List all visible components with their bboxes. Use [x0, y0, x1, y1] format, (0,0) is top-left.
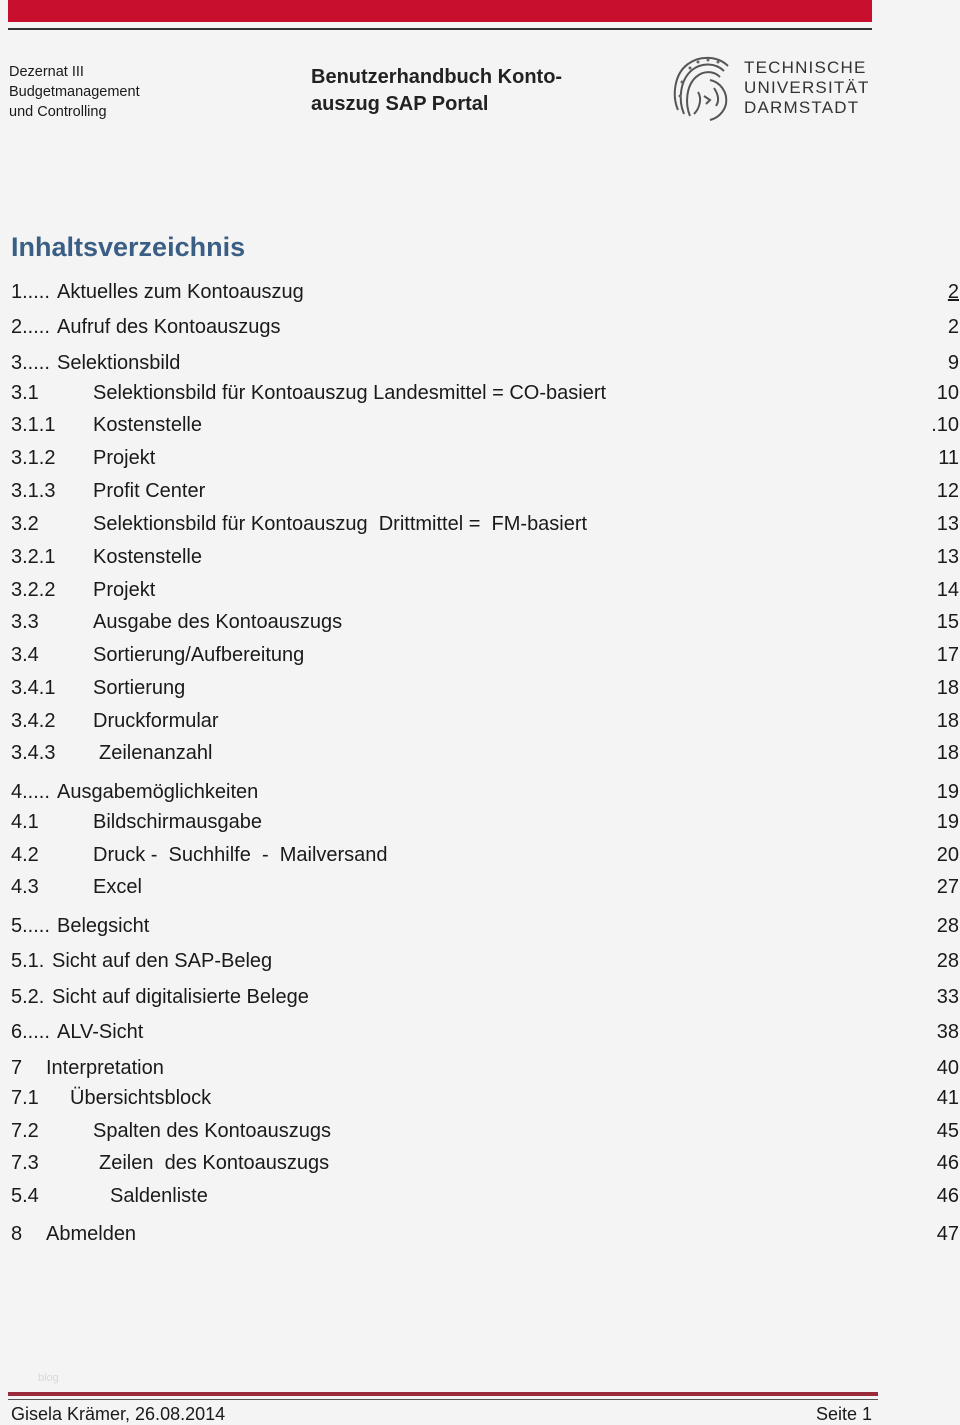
toc-entry-page: 38 — [936, 1021, 959, 1043]
toc-entry[interactable] — [11, 314, 959, 340]
toc-entry-number: 2..... — [11, 316, 50, 338]
toc-entry-title: Projekt — [93, 579, 156, 601]
footer-divider — [8, 1399, 878, 1400]
department-block — [9, 62, 140, 122]
toc-entry-page: 11 — [938, 447, 959, 469]
toc-entry-page: 10 — [936, 382, 959, 404]
toc-entry-number: 8 — [11, 1223, 23, 1245]
document-title-line-2: auszug SAP Portal — [311, 93, 489, 115]
footer-page-number: Seite 1 — [816, 1404, 873, 1424]
toc-entry-number: 4.1 — [11, 811, 39, 833]
toc-entry[interactable] — [11, 350, 959, 376]
toc-entry[interactable] — [11, 445, 959, 471]
logo-line-3: DARMSTADT — [744, 98, 860, 117]
toc-entry[interactable] — [11, 708, 959, 734]
university-logo — [670, 52, 870, 124]
toc-entry[interactable] — [11, 577, 959, 603]
toc-entry-title: Bildschirmausgabe — [93, 811, 262, 833]
toc-entry-title: Projekt — [93, 447, 156, 469]
toc-heading: Inhaltsverzeichnis — [11, 232, 246, 262]
toc-entry-title: Spalten des Kontoauszugs — [93, 1120, 331, 1142]
toc-entry-page: 40 — [936, 1057, 959, 1079]
toc-entry-number: 3.4.3 — [11, 742, 56, 764]
toc-entry-title: Selektionsbild für Kontoauszug Landesmittel = CO-basiert — [93, 382, 607, 404]
toc-entry-page: 28 — [936, 915, 959, 937]
toc-entry-title: Ausgabemöglichkeiten — [57, 781, 259, 803]
toc-entry[interactable] — [11, 1055, 959, 1081]
footer-author-date: Gisela Krämer, 26.08.2014 — [11, 1404, 226, 1424]
footer-bar — [8, 1392, 878, 1396]
toc-entry-number: 4.2 — [11, 844, 39, 866]
toc-entry[interactable] — [11, 1221, 959, 1247]
toc-entry[interactable] — [11, 1118, 959, 1144]
toc-entry-number: 3.2 — [11, 513, 39, 535]
toc-entry[interactable] — [11, 779, 959, 805]
toc-entry[interactable] — [11, 380, 959, 406]
toc-entry-page: 41 — [936, 1087, 959, 1109]
toc-entry-title: Sortierung — [93, 677, 186, 699]
toc-entry-page: 20 — [936, 844, 959, 866]
toc-entry-page: 19 — [936, 781, 959, 803]
toc-entry[interactable] — [11, 740, 959, 766]
toc-entry-page: .10 — [931, 414, 959, 436]
toc-entry-title: Zeilen des Kontoauszugs — [99, 1152, 330, 1174]
toc-entry-number: 7.3 — [11, 1152, 39, 1174]
toc-entry[interactable] — [11, 1150, 959, 1176]
toc-entry-page: 13 — [936, 546, 959, 568]
toc-entry[interactable] — [11, 412, 959, 438]
toc-entry-title: Übersichtsblock — [70, 1087, 212, 1109]
toc-entry-number: 3.4.2 — [11, 710, 56, 732]
toc-entry-number: 3.4.1 — [11, 677, 56, 699]
toc-entry-page: 9 — [947, 352, 959, 374]
department-line-1: Dezernat III — [9, 64, 84, 80]
toc-entry-title: Sortierung/Aufbereitung — [93, 644, 305, 666]
toc-entry-page: 15 — [936, 611, 959, 633]
toc-entry-number: 3.3 — [11, 611, 39, 633]
toc-entry-page: 46 — [936, 1185, 959, 1207]
header-red-bar — [8, 0, 872, 22]
toc-entry-title: Saldenliste — [110, 1185, 208, 1207]
toc-entry-number: 3.1.1 — [11, 414, 56, 436]
toc-entry-page: 14 — [936, 579, 959, 601]
toc-entry-page: 17 — [936, 644, 959, 666]
toc-entry[interactable] — [11, 279, 959, 305]
toc-entry-title: Druck - Suchhilfe - Mailversand — [93, 844, 388, 866]
toc-entry-number: 5.2. — [11, 986, 45, 1008]
toc-entry-title: Selektionsbild — [57, 352, 181, 374]
toc-entry-page: 33 — [936, 986, 959, 1008]
toc-entry[interactable] — [11, 478, 959, 504]
toc-entry-title: Profit Center — [93, 480, 206, 502]
toc-entry-number: 3.4 — [11, 644, 39, 666]
logo-wordmark — [744, 58, 870, 118]
toc-entry[interactable] — [11, 874, 959, 900]
toc-entry-page: 19 — [936, 811, 959, 833]
toc-entry-title: Sicht auf digitalisierte Belege — [52, 986, 309, 1008]
toc-entry-page: 2 — [947, 281, 959, 303]
toc-entry-title: Zeilenanzahl — [99, 742, 213, 764]
document-title — [311, 64, 562, 118]
toc-entry-title: Belegsicht — [57, 915, 150, 937]
toc-entry-number: 3.1.3 — [11, 480, 56, 502]
department-line-2: Budgetmanagement — [9, 84, 140, 100]
toc-entry-number: 3.2.1 — [11, 546, 56, 568]
toc-entry[interactable] — [11, 809, 959, 835]
toc-entry-number: 3.1 — [11, 382, 39, 404]
toc-entry[interactable] — [11, 984, 959, 1010]
logo-line-2: UNIVERSITÄT — [744, 78, 870, 97]
toc-entry[interactable] — [11, 948, 959, 974]
toc-entry[interactable] — [11, 609, 959, 635]
toc-entry-page: 46 — [936, 1152, 959, 1174]
toc-entry-title: Excel — [93, 876, 142, 898]
toc-entry-number: 7.1 — [11, 1087, 39, 1109]
toc-entry-page: 13 — [936, 513, 959, 535]
toc-entry-number: 5.4 — [11, 1185, 39, 1207]
watermark: blog — [38, 1372, 59, 1384]
toc-entry-number: 3.2.2 — [11, 579, 56, 601]
toc-entry[interactable] — [11, 1183, 959, 1209]
toc-entry[interactable] — [11, 1019, 959, 1045]
logo-line-1: TECHNISCHE — [744, 58, 867, 77]
department-line-3: und Controlling — [9, 104, 107, 120]
toc-entry-page: 18 — [936, 742, 959, 764]
toc-entry-title: ALV-Sicht — [57, 1021, 144, 1043]
toc-entry-title: Ausgabe des Kontoauszugs — [93, 611, 343, 633]
toc-entry-number: 1..... — [11, 281, 50, 303]
toc-entry[interactable] — [11, 913, 959, 939]
toc-entry-number: 4.3 — [11, 876, 39, 898]
toc-entry-number: 7 — [11, 1057, 23, 1079]
toc-entry-page: 28 — [936, 950, 959, 972]
toc-entry-title: Druckformular — [93, 710, 219, 732]
toc-entry-page: 2 — [947, 316, 959, 338]
toc-entry-number: 5..... — [11, 915, 50, 937]
toc-entry[interactable] — [11, 511, 959, 537]
header-divider — [8, 28, 872, 30]
toc-entry[interactable] — [11, 1085, 959, 1111]
toc-entry-title: Aufruf des Kontoauszugs — [57, 316, 281, 338]
toc-entry[interactable] — [11, 675, 959, 701]
toc-entry-number: 5.1. — [11, 950, 45, 972]
toc-entry-title: Kostenstelle — [93, 414, 202, 436]
toc-entry-number: 3.1.2 — [11, 447, 56, 469]
toc-entry[interactable] — [11, 544, 959, 570]
toc-entry-page: 12 — [936, 480, 959, 502]
toc-entry-number: 4..... — [11, 781, 50, 803]
toc-entry-number: 6..... — [11, 1021, 50, 1043]
toc-entry-title: Aktuelles zum Kontoauszug — [57, 281, 304, 303]
toc-entry-page: 45 — [936, 1120, 959, 1142]
toc-entry-title: Sicht auf den SAP-Beleg — [52, 950, 273, 972]
toc-entry-page: 18 — [936, 677, 959, 699]
toc-entry-title: Interpretation — [46, 1057, 164, 1079]
toc-entry-title: Selektionsbild für Kontoauszug Drittmittel = FM-basiert — [93, 513, 588, 535]
athena-head-icon — [670, 52, 736, 124]
toc-entry-page: 18 — [936, 710, 959, 732]
toc-entry-number: 3..... — [11, 352, 50, 374]
toc-entry[interactable] — [11, 842, 959, 868]
toc-entry[interactable] — [11, 642, 959, 668]
toc-entry-page: 47 — [936, 1223, 959, 1245]
document-title-line-1: Benutzerhandbuch Konto- — [311, 66, 563, 88]
toc-entry-title: Kostenstelle — [93, 546, 202, 568]
toc-entry-title: Abmelden — [46, 1223, 137, 1245]
toc-entry-page: 27 — [936, 876, 959, 898]
toc-entry-number: 7.2 — [11, 1120, 39, 1142]
